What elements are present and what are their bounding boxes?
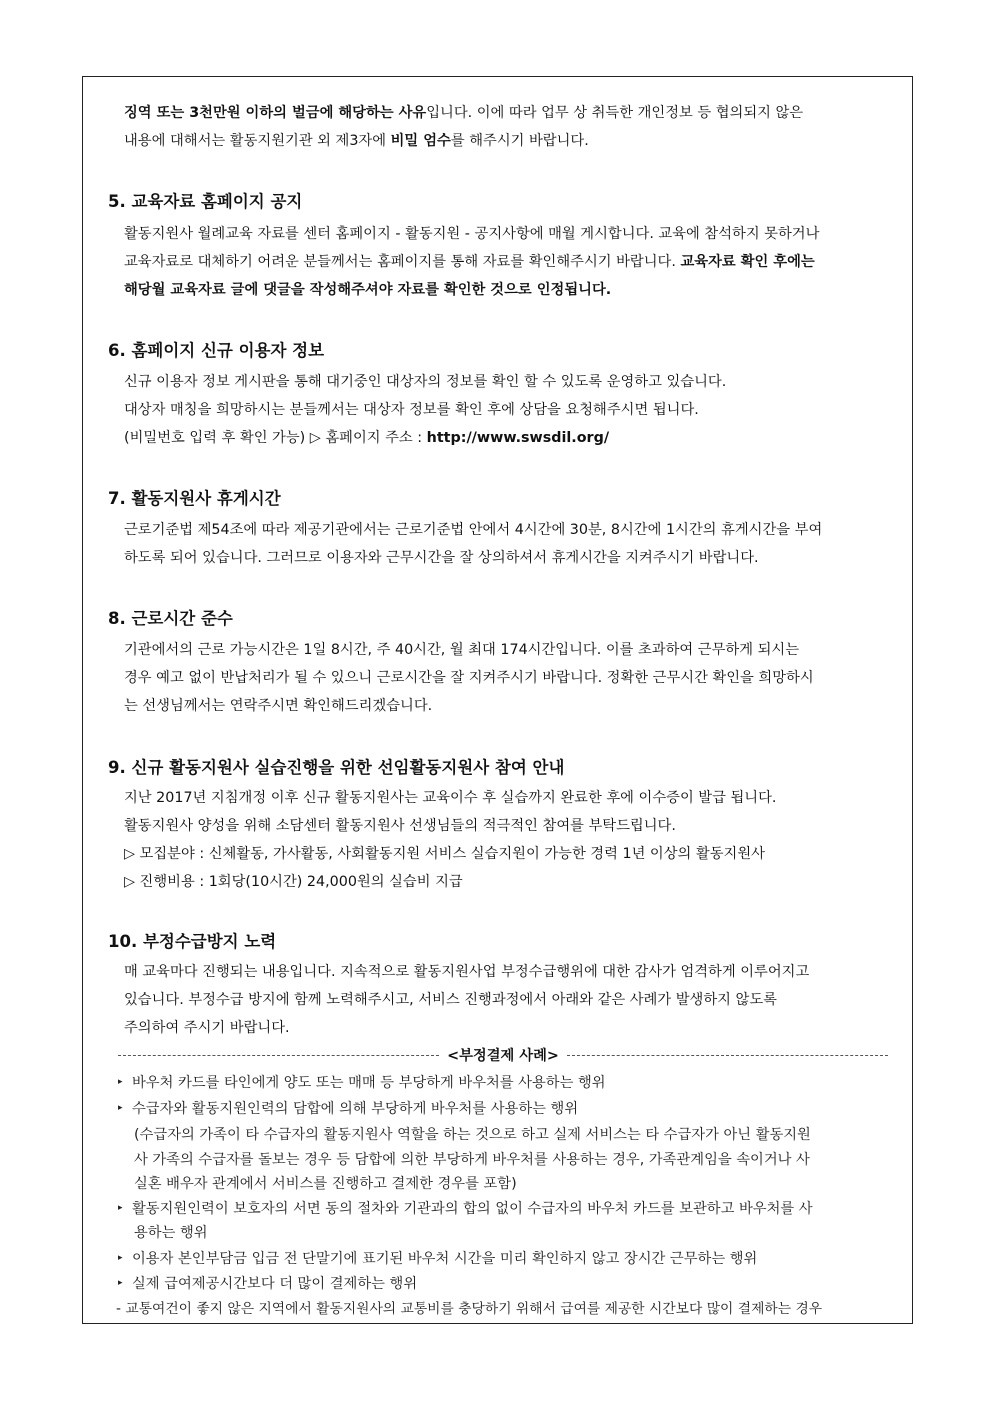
case-item-2-detail-3: 실혼 배우자 관계에서 서비스를 진행하고 결제한 경우를 포함) [134, 1176, 517, 1192]
case-item-1: ▸ 바우처 카드를 타인에게 양도 또는 매매 등 부당하게 바우처를 사용하는 행위 [118, 1073, 606, 1093]
case-item-2-detail-2: 사 가족의 수급자를 돌보는 경우 등 담합에 의한 부당하게 바우처를 사용하는 경우, 가족관계임을 속이거나 사 [134, 1152, 810, 1168]
triangle-right-icon: ▸ [118, 1203, 123, 1213]
section-5-heading: 5. 교육자료 홈페이지 공지 [108, 192, 303, 211]
triangle-right-icon: ▸ [118, 1103, 123, 1113]
intro-line-2: 내용에 대해서는 활동지원기관 외 제3자에 비밀 엄수를 해주시기 바랍니다. [124, 133, 589, 149]
section-8-line-1: 기관에서의 근로 가능시간은 1일 8시간, 주 40시간, 월 최대 174시간입니다. 이를 초과하여 근무하게 되시는 [124, 642, 800, 658]
section-7-heading: 7. 활동지원사 휴게시간 [108, 489, 281, 508]
section-10-line-2: 있습니다. 부정수급 방지에 함께 노력해주시고, 서비스 진행과정에서 아래와 같은 사례가 발생하지 않도록 [124, 992, 777, 1008]
section-6-line-3: (비밀번호 입력 후 확인 가능) ▷ 홈페이지 주소 : http://www.swsdil.org/ [124, 430, 610, 446]
case-item-3-detail-1: 용하는 행위 [134, 1225, 208, 1241]
case-item-2-detail-1: (수급자의 가족이 타 수급자의 활동지원사 역할을 하는 것으로 하고 실제 서비스는 타 수급자가 아닌 활동지원 [134, 1127, 811, 1143]
cases-caption: <부정결제 사례> [447, 1048, 559, 1064]
section-9-line-4: ▷ 진행비용 : 1회당(10시간) 24,000원의 실습비 지급 [124, 874, 463, 890]
section-8-line-2: 경우 예고 없이 반납처리가 될 수 있으니 근로시간을 잘 지켜주시기 바랍니다. 정확한 근무시간 확인을 희망하시 [124, 670, 814, 686]
case-item-3: ▸ 활동지원인력이 보호자의 서면 동의 절차와 기관과의 합의 없이 수급자의 바우처 카드를 보관하고 바우처를 사 [118, 1199, 813, 1219]
section-5-line-2: 교육자료로 대체하기 어려운 분들께서는 홈페이지를 통해 자료를 확인해주시기 바랍니다. 교육자료 확인 후에는 [124, 254, 815, 270]
section-5-line-1: 활동지원사 월례교육 자료를 센터 홈페이지 - 활동지원 - 공지사항에 매월 게시합니다. 교육에 참석하지 못하거나 [124, 226, 820, 242]
triangle-right-icon: ▸ [118, 1278, 123, 1288]
section-9-heading: 9. 신규 활동지원사 실습진행을 위한 선임활동지원사 참여 안내 [108, 758, 565, 777]
case-item-2: ▸ 수급자와 활동지원인력의 담합에 의해 부당하게 바우처를 사용하는 행위 [118, 1099, 578, 1119]
case-item-4: ▸ 이용자 본인부담금 입금 전 단말기에 표기된 바우처 시간을 미리 확인하지 않고 장시간 근무하는 행위 [118, 1249, 757, 1269]
section-7-line-1: 근로기준법 제54조에 따라 제공기관에서는 근로기준법 안에서 4시간에 30분, 8시간에 1시간의 휴게시간을 부여 [124, 522, 823, 538]
intro-line-1: 징역 또는 3천만원 이하의 벌금에 해당하는 사유입니다. 이에 따라 업무 상 취득한 개인정보 등 협의되지 않은 [124, 105, 804, 121]
section-9-line-2: 활동지원사 양성을 위해 소담센터 활동지원사 선생님들의 적극적인 참여를 부탁드립니다. [124, 818, 676, 834]
section-9-line-3: ▷ 모집분야 : 신체활동, 가사활동, 사회활동지원 서비스 실습지원이 가능한 경력 1년 이상의 활동지원사 [124, 846, 765, 862]
section-8-heading: 8. 근로시간 준수 [108, 609, 233, 628]
section-10-line-3: 주의하여 주시기 바랍니다. [124, 1020, 290, 1036]
section-6-line-1: 신규 이용자 정보 게시판을 통해 대기중인 대상자의 정보를 확인 할 수 있도록 운영하고 있습니다. [124, 374, 727, 390]
triangle-right-icon: ▸ [118, 1077, 123, 1087]
case-item-5: ▸ 실제 급여제공시간보다 더 많이 결제하는 행위 [118, 1274, 417, 1294]
section-8-line-3: 는 선생님께서는 연락주시면 확인해드리겠습니다. [124, 698, 433, 714]
section-6-line-2: 대상자 매칭을 희망하시는 분들께서는 대상자 정보를 확인 후에 상담을 요청해주시면 됩니다. [124, 402, 699, 418]
homepage-url[interactable]: http://www.swsdil.org/ [426, 430, 610, 446]
section-10-heading: 10. 부정수급방지 노력 [108, 932, 277, 951]
section-6-heading: 6. 홈페이지 신규 이용자 정보 [108, 341, 325, 360]
section-10-line-1: 매 교육마다 진행되는 내용입니다. 지속적으로 활동지원사업 부정수급행위에 대한 감사가 엄격하게 이루어지고 [124, 964, 810, 980]
dashed-rule-right [567, 1055, 888, 1056]
section-9-line-1: 지난 2017년 지침개정 이후 신규 활동지원사는 교육이수 후 실습까지 완료한 후에 이수증이 발급 됩니다. [124, 790, 777, 806]
section-5-line-3: 해당월 교육자료 글에 댓글을 작성해주셔야 자료를 확인한 것으로 인정됩니다. [124, 282, 612, 298]
case-item-5-detail: - 교통여건이 좋지 않은 지역에서 활동지원사의 교통비를 충당하기 위해서 급여를 제공한 시간보다 많이 결제하는 경우 [116, 1301, 823, 1317]
triangle-right-icon: ▸ [118, 1253, 123, 1263]
section-7-line-2: 하도록 되어 있습니다. 그러므로 이용자와 근무시간을 잘 상의하셔서 휴게시간을 지켜주시기 바랍니다. [124, 550, 759, 566]
cases-separator [118, 1045, 888, 1065]
dashed-rule-left [118, 1055, 439, 1056]
